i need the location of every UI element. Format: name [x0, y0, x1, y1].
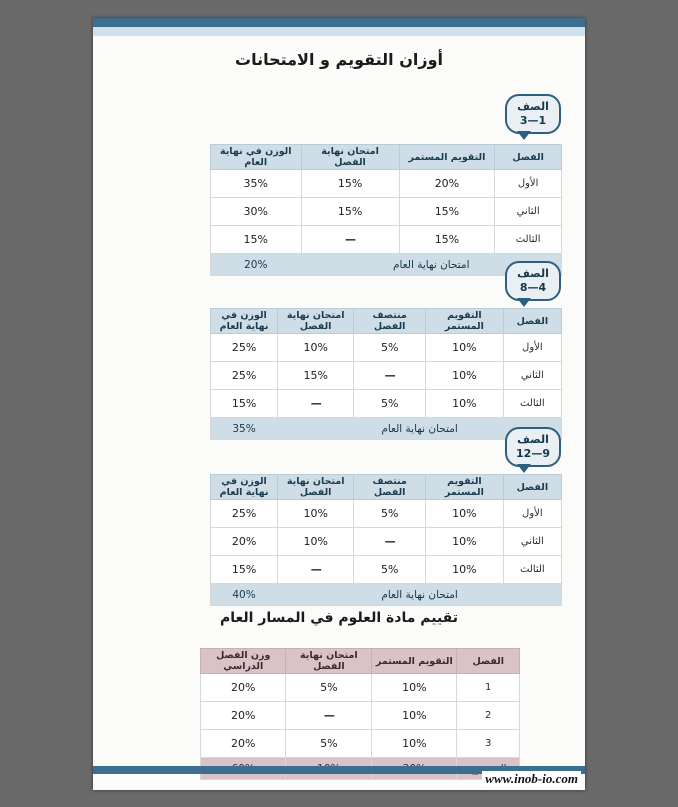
- table-total-row: [211, 584, 562, 606]
- document-sheet: [93, 18, 585, 790]
- grade-badge-2-line1: الصف: [517, 267, 549, 280]
- cell: 25%: [211, 500, 278, 528]
- table-header-row: [211, 475, 562, 500]
- cell: الثالث: [503, 390, 561, 418]
- cell: 15%: [399, 226, 495, 254]
- cell: 15%: [278, 362, 354, 390]
- grade-badge-3-line2: 9—12: [516, 446, 550, 460]
- grade-badge-3-line1: الصف: [517, 433, 549, 446]
- table-row: [211, 500, 562, 528]
- col-header: الوزن في نهاية العام: [211, 475, 278, 500]
- cell: —: [354, 528, 426, 556]
- cell: الأول: [503, 500, 561, 528]
- col-header: الفصل: [457, 649, 520, 674]
- col-header: وزن الفصل الدراسي: [201, 649, 286, 674]
- col-header: منتصف الفصل: [354, 475, 426, 500]
- cell: الثالث: [503, 556, 561, 584]
- cell: 10%: [426, 334, 504, 362]
- cell: الثاني: [503, 528, 561, 556]
- cell: 20%: [399, 170, 495, 198]
- table-grades-4-8: [210, 308, 562, 440]
- table-header-row: [211, 309, 562, 334]
- cell: 10%: [426, 500, 504, 528]
- cell: —: [278, 556, 354, 584]
- cell: 10%: [278, 500, 354, 528]
- cell: 20%: [211, 528, 278, 556]
- table-row: [201, 674, 520, 702]
- total-label: امتحان نهاية العام: [278, 584, 562, 606]
- col-header: الوزن في نهاية العام: [211, 309, 278, 334]
- cell: 20%: [201, 730, 286, 758]
- cell: الثاني: [495, 198, 562, 226]
- cell: الأول: [495, 170, 562, 198]
- table-science-general-track: [200, 648, 520, 780]
- cell: الأول: [503, 334, 561, 362]
- watermark-url: www.inob-io.com: [482, 771, 581, 787]
- cell: 5%: [354, 390, 426, 418]
- grade-badge-1: [505, 94, 561, 134]
- table-row: [211, 556, 562, 584]
- cell: 1: [457, 674, 520, 702]
- cell: —: [354, 362, 426, 390]
- table-row: [211, 390, 562, 418]
- total-value: 40%: [211, 584, 278, 606]
- cell: 20%: [201, 674, 286, 702]
- col-header: منتصف الفصل: [354, 309, 426, 334]
- grade-badge-1-line2: 1—3: [519, 113, 547, 127]
- total-value: 35%: [211, 418, 278, 440]
- cell: 10%: [278, 334, 354, 362]
- table-header-row: [211, 145, 562, 170]
- table-row: [211, 334, 562, 362]
- top-accent-bar-light: [93, 27, 585, 36]
- col-header: الوزن في نهاية العام: [211, 145, 302, 170]
- table-grades-9-12: [210, 474, 562, 606]
- cell: 10%: [278, 528, 354, 556]
- cell: 10%: [426, 362, 504, 390]
- table-row: [211, 528, 562, 556]
- grade-badge-2: [505, 261, 561, 301]
- cell: 10%: [372, 730, 457, 758]
- table-row: [201, 730, 520, 758]
- col-header: امتحان نهاية الفصل: [286, 649, 372, 674]
- cell: 25%: [211, 334, 278, 362]
- cell: الثالث: [495, 226, 562, 254]
- cell: 3: [457, 730, 520, 758]
- cell: 30%: [211, 198, 302, 226]
- cell: الثاني: [503, 362, 561, 390]
- grade-badge-2-line2: 4—8: [519, 280, 547, 294]
- table-header-row: [201, 649, 520, 674]
- cell: 5%: [286, 674, 372, 702]
- cell: 5%: [286, 730, 372, 758]
- col-header: الفصل: [503, 309, 561, 334]
- table-row: [211, 362, 562, 390]
- cell: 2: [457, 702, 520, 730]
- cell: 10%: [426, 390, 504, 418]
- col-header: التقويم المستمر: [426, 309, 504, 334]
- cell: —: [301, 226, 399, 254]
- cell: 5%: [354, 556, 426, 584]
- col-header: امتحان نهاية الفصل: [278, 309, 354, 334]
- cell: 15%: [211, 390, 278, 418]
- cell: 10%: [426, 556, 504, 584]
- section-title-science: تقييم مادة العلوم في المسار العام: [219, 610, 458, 626]
- page-title: أوزان التقويم و الامتحانات: [234, 50, 444, 69]
- total-label: امتحان نهاية العام: [278, 418, 562, 440]
- cell: 15%: [301, 170, 399, 198]
- cell: 20%: [201, 702, 286, 730]
- table-row: [211, 170, 562, 198]
- col-header: الفصل: [503, 475, 561, 500]
- col-header: الفصل: [495, 145, 562, 170]
- cell: 5%: [354, 500, 426, 528]
- cell: 10%: [426, 528, 504, 556]
- table-row: [211, 198, 562, 226]
- col-header: التقويم المستمر: [426, 475, 504, 500]
- total-value: 20%: [211, 254, 302, 276]
- cell: 35%: [211, 170, 302, 198]
- cell: —: [278, 390, 354, 418]
- col-header: التقويم المستمر: [372, 649, 457, 674]
- cell: —: [286, 702, 372, 730]
- grade-badge-1-line1: الصف: [517, 100, 549, 113]
- cell: 5%: [354, 334, 426, 362]
- cell: 25%: [211, 362, 278, 390]
- col-header: امتحان نهاية الفصل: [301, 145, 399, 170]
- cell: 15%: [211, 556, 278, 584]
- table-row: [201, 702, 520, 730]
- total-label: امتحان نهاية العام: [301, 254, 562, 276]
- cell: 15%: [211, 226, 302, 254]
- cell: 10%: [372, 674, 457, 702]
- table-grades-1-3: [210, 144, 562, 276]
- cell: 10%: [372, 702, 457, 730]
- top-accent-bar: [93, 18, 585, 27]
- col-header: امتحان نهاية الفصل: [278, 475, 354, 500]
- cell: 15%: [301, 198, 399, 226]
- table-row: [211, 226, 562, 254]
- cell: 15%: [399, 198, 495, 226]
- col-header: التقويم المستمر: [399, 145, 495, 170]
- grade-badge-3: [505, 427, 561, 467]
